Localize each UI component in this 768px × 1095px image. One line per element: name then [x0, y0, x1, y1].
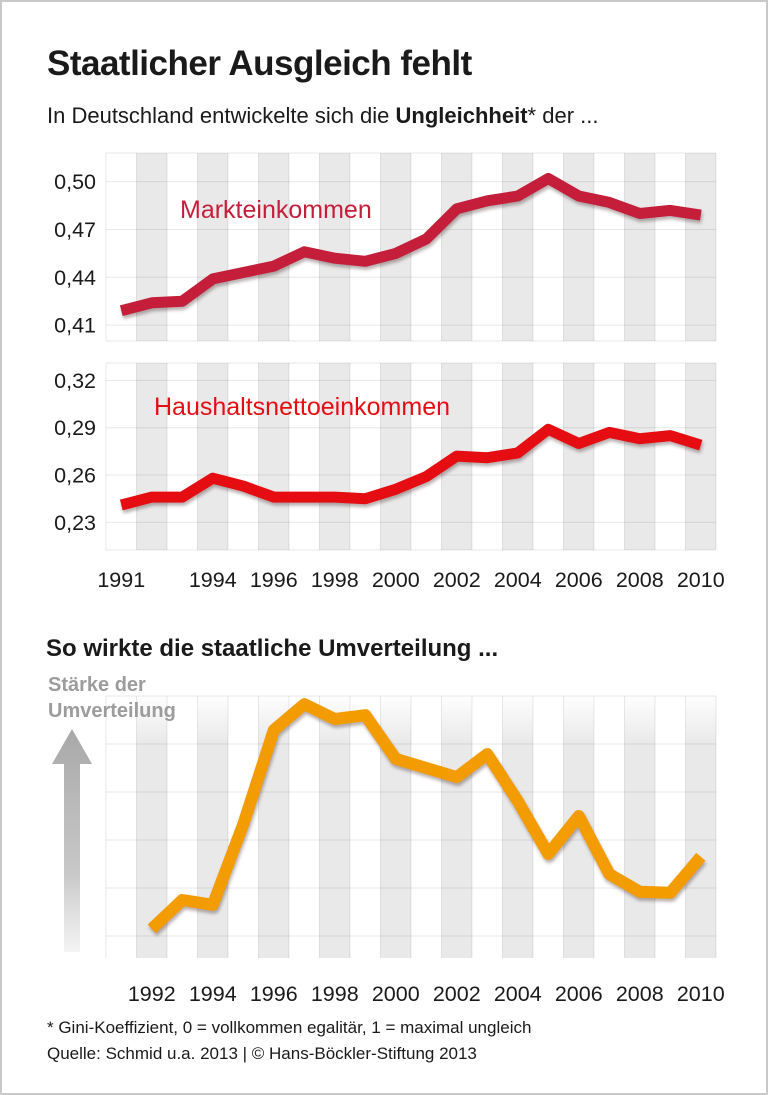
redistribution-axis-label [48, 672, 176, 724]
y-axis-tick-label: 0,41 [54, 313, 96, 338]
x-axis-tick-label: 2010 [676, 982, 725, 1006]
axis-label-line2: Umverteilung [48, 700, 176, 722]
x-axis-tick-label: 1994 [188, 568, 237, 592]
x-axis-tick-label: 2008 [615, 568, 664, 592]
series-label-haushaltsnettoeinkommen: Haushaltsnettoeinkommen [154, 393, 450, 421]
x-axis-tick-label: 1996 [249, 568, 298, 592]
x-axis-tick-label: 1998 [310, 568, 359, 592]
y-axis-tick-label: 0,23 [54, 510, 96, 535]
subtitle-emphasis: Ungleichheit [395, 103, 528, 128]
x-axis-tick-label: 2002 [432, 982, 481, 1006]
x-axis-tick-label: 1994 [188, 982, 237, 1006]
page-title: Staatlicher Ausgleich fehlt [47, 44, 472, 83]
y-axis-tick-label: 0,50 [54, 170, 96, 195]
footnote-gini: * Gini-Koeffizient, 0 = vollkommen egalitär, 1 = maximal ungleich [47, 1018, 532, 1037]
x-axis-tick-label: 2008 [615, 982, 664, 1006]
x-axis-tick-label: 2004 [493, 982, 542, 1006]
chart-haushaltsnettoeinkommen [2, 354, 768, 597]
y-axis-tick-label: 0,47 [54, 217, 96, 242]
axis-label-line1: Stärke der [48, 674, 146, 696]
x-axis-tick-label: 1996 [249, 982, 298, 1006]
page-subtitle [47, 103, 598, 129]
x-axis-tick-label: 1992 [127, 982, 176, 1006]
y-axis-tick-label: 0,32 [54, 368, 96, 393]
x-axis-tick-label: 2004 [493, 568, 542, 592]
x-axis-tick-label: 2000 [371, 568, 420, 592]
x-axis-tick-label: 2006 [554, 982, 603, 1006]
x-axis-tick-label: 2006 [554, 568, 603, 592]
subtitle-tail: * der ... [527, 103, 599, 128]
x-axis-tick-label: 2010 [676, 568, 725, 592]
series-label-markteinkommen: Markteinkommen [180, 196, 372, 224]
section2-heading: So wirkte die staatliche Umverteilung ... [46, 635, 499, 662]
y-axis-tick-label: 0,44 [54, 265, 96, 290]
up-arrow-icon [52, 729, 92, 952]
x-axis-tick-label: 2000 [371, 982, 420, 1006]
x-axis-tick-label: 1998 [310, 982, 359, 1006]
x-axis-tick-label: 2002 [432, 568, 481, 592]
footnote-source: Quelle: Schmid u.a. 2013 | © Hans-Böckler-Stiftung 2013 [47, 1044, 477, 1063]
x-axis-tick-label: 1991 [97, 568, 146, 592]
y-axis-tick-label: 0,29 [54, 416, 96, 441]
subtitle-text: In Deutschland entwickelte sich die [47, 103, 396, 128]
chart-markteinkommen [2, 142, 768, 354]
y-axis-tick-label: 0,26 [54, 463, 96, 488]
